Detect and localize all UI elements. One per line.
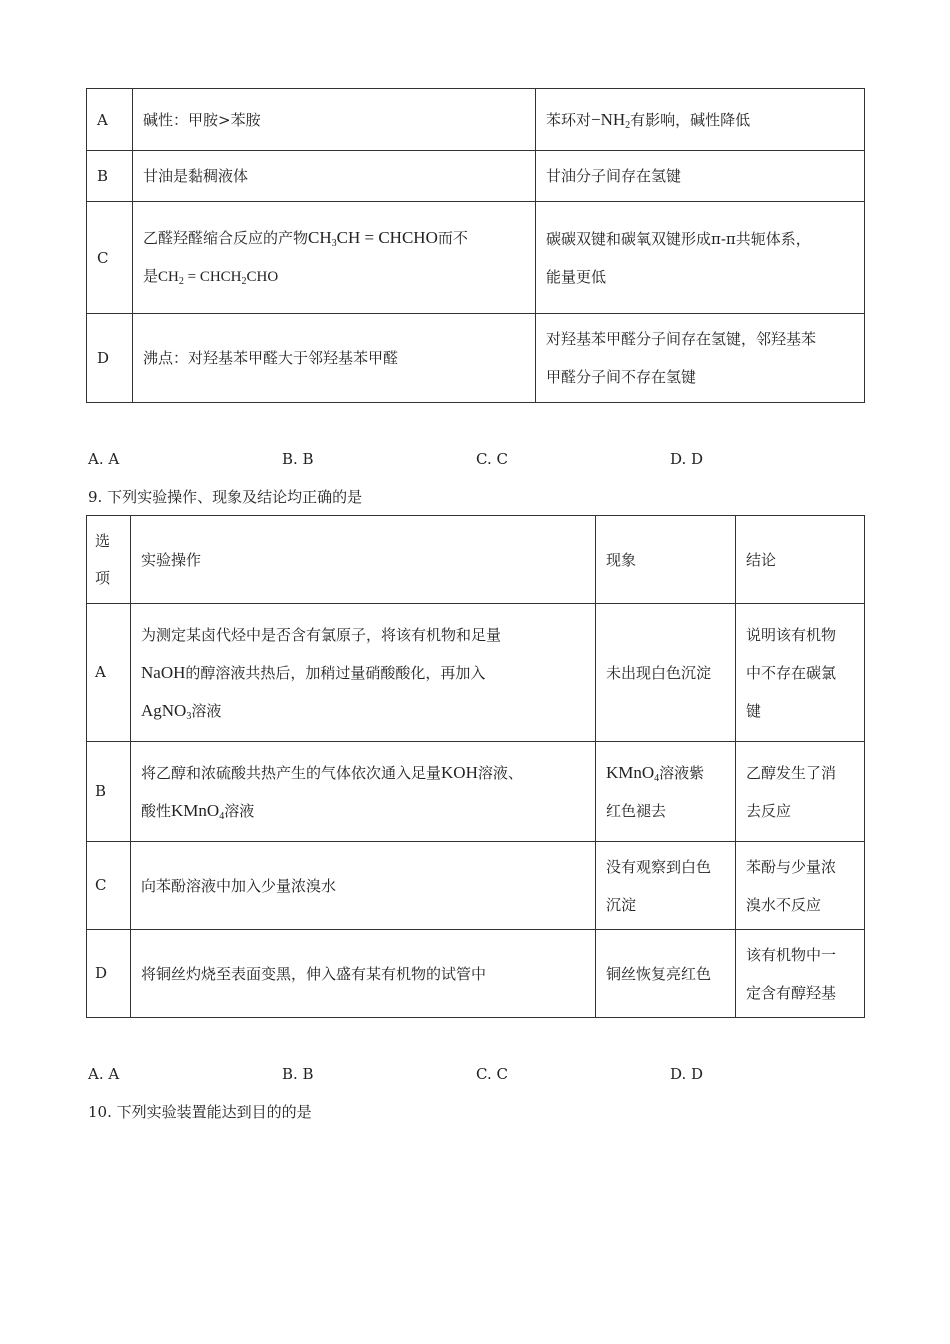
- subscript: 2: [625, 119, 631, 131]
- formula-part: AgNO: [141, 700, 187, 720]
- formula-part: CH = CHCHO: [336, 228, 438, 247]
- reason-line: 对羟基苯甲醛分子间存在氢键，邻羟基苯: [546, 330, 817, 348]
- operation-line: [141, 754, 585, 792]
- formula: [591, 110, 630, 129]
- fact-cell: [133, 202, 536, 314]
- formula: [308, 228, 438, 247]
- text: 苯环对: [546, 110, 592, 129]
- reason-table: [86, 88, 865, 403]
- conclusion-line: 苯酚与少量浓: [746, 857, 837, 876]
- fact-cell: 沸点：对羟基苯甲醛大于邻羟基苯甲醛: [133, 314, 536, 403]
- formula-part: = CHCH: [183, 269, 242, 285]
- formula: [141, 701, 191, 720]
- conclusion-cell: [736, 930, 865, 1018]
- header-text: 项: [95, 568, 111, 587]
- table-row: [87, 930, 865, 1018]
- phenomenon-cell: [596, 742, 736, 842]
- formula-part: CHO: [246, 269, 279, 285]
- experiment-table: [86, 515, 865, 1018]
- phenomenon-line: 红色褪去: [606, 801, 667, 820]
- text: 酸性: [141, 801, 172, 820]
- reason-cell: 甘油分子间存在氢键: [536, 151, 865, 202]
- text: 乙醛羟醛缩合反应的产物: [143, 229, 309, 247]
- subscript: 4: [654, 772, 660, 784]
- formula-part: KMnO: [171, 800, 220, 820]
- operation-line: 为测定某卤代烃中是否含有氯原子，将该有机物和足量: [141, 625, 502, 644]
- phenomenon-cell: [596, 842, 736, 930]
- reason-cell: [536, 89, 865, 151]
- option-a[interactable]: A. A: [88, 450, 120, 468]
- text: 溶液、: [477, 763, 523, 782]
- table-row: [87, 89, 865, 151]
- row-label: A: [87, 604, 131, 742]
- phenomenon-line: [606, 754, 725, 792]
- option-c[interactable]: C. C: [476, 1065, 508, 1083]
- row-label: D: [87, 314, 133, 403]
- text: 溶液紫: [659, 763, 705, 782]
- header-operation: 实验操作: [131, 516, 596, 604]
- answer-options: [88, 1065, 868, 1087]
- text: 而不: [437, 229, 468, 247]
- row-label: A: [87, 89, 133, 151]
- conclusion-line: 该有机物中一: [746, 945, 837, 964]
- reason-line: 甲醛分子间不存在氢键: [546, 368, 697, 386]
- phenomenon-cell: 未出现白色沉淀: [596, 604, 736, 742]
- subscript: 4: [219, 810, 225, 822]
- subscript: 2: [241, 276, 247, 287]
- row-label: C: [87, 842, 131, 930]
- formula: KOH: [441, 762, 478, 782]
- header-text: 选: [95, 531, 111, 550]
- conclusion-cell: [736, 604, 865, 742]
- option-d[interactable]: D. D: [670, 1065, 704, 1083]
- subscript: 3: [331, 238, 337, 249]
- row-label: C: [87, 202, 133, 314]
- conclusion-line: 中不存在碳氯: [746, 663, 837, 682]
- table-row: [87, 604, 865, 742]
- operation-line: [141, 692, 585, 730]
- formula: NaOH: [141, 662, 186, 682]
- table-row: [87, 314, 865, 403]
- formula: [606, 763, 659, 782]
- option-b[interactable]: B. B: [282, 1065, 314, 1083]
- subscript: 3: [186, 710, 192, 722]
- conclusion-cell: [736, 742, 865, 842]
- row-label: D: [87, 930, 131, 1018]
- operation-cell: 向苯酚溶液中加入少量浓溴水: [131, 842, 596, 930]
- conclusion-line: 键: [746, 701, 762, 720]
- fact-cell: 碱性：甲胺>苯胺: [133, 89, 536, 151]
- fact-line: [143, 219, 525, 257]
- table-row: [87, 842, 865, 930]
- answer-options: [88, 450, 868, 472]
- fact-cell: 甘油是黏稠液体: [133, 151, 536, 202]
- formula-part: −NH: [591, 109, 626, 129]
- header-option: [87, 516, 131, 604]
- fact-line: [143, 257, 525, 296]
- operation-cell: 将铜丝灼烧至表面变黑，伸入盛有某有机物的试管中: [131, 930, 596, 1018]
- formula-part: KMnO: [606, 762, 655, 782]
- text: 将乙醇和浓硫酸共热产生的气体依次通入足量: [141, 763, 442, 782]
- text: 溶液: [224, 801, 255, 820]
- formula-part: CH: [308, 228, 332, 247]
- reason-line: 能量更低: [546, 267, 607, 286]
- conclusion-line: 说明该有机物: [746, 625, 837, 644]
- formula-part: CH: [158, 269, 179, 285]
- conclusion-line: 乙醇发生了消: [746, 763, 837, 782]
- header-phenomenon: 现象: [596, 516, 736, 604]
- phenomenon-line: 沉淀: [606, 895, 637, 914]
- option-d[interactable]: D. D: [670, 450, 704, 468]
- operation-cell: [131, 604, 596, 742]
- option-b[interactable]: B. B: [282, 450, 314, 468]
- operation-cell: [131, 742, 596, 842]
- question-10-stem: 10. 下列实验装置能达到目的的是: [88, 1103, 312, 1121]
- operation-line: [141, 654, 585, 692]
- phenomenon-line: 没有观察到白色: [606, 857, 712, 876]
- row-label: B: [87, 151, 133, 202]
- reason-cell: [536, 314, 865, 403]
- table-header-row: [87, 516, 865, 604]
- table-row: [87, 742, 865, 842]
- text: 是: [143, 267, 159, 285]
- subscript: 2: [178, 276, 184, 287]
- text: 溶液: [191, 701, 222, 720]
- header-conclusion: 结论: [736, 516, 865, 604]
- operation-line: [141, 792, 585, 830]
- row-label: B: [87, 742, 131, 842]
- reason-cell: [536, 202, 865, 314]
- text: 有影响，碱性降低: [630, 110, 751, 129]
- text: 的醇溶液共热后，加稍过量硝酸酸化，再加入: [185, 663, 486, 682]
- reason-line: 碳碳双键和碳氧双键形成π-π共轭体系，: [546, 229, 811, 248]
- option-c[interactable]: C. C: [476, 450, 508, 468]
- conclusion-cell: [736, 842, 865, 930]
- table-row: [87, 202, 865, 314]
- formula: [158, 269, 278, 285]
- conclusion-line: 溴水不反应: [746, 895, 822, 914]
- option-a[interactable]: A. A: [88, 1065, 120, 1083]
- table-row: [87, 151, 865, 202]
- conclusion-line: 去反应: [746, 801, 792, 820]
- conclusion-line: 定含有醇羟基: [746, 983, 837, 1002]
- question-9-stem: 9. 下列实验操作、现象及结论均正确的是: [88, 488, 363, 506]
- formula: [171, 801, 224, 820]
- phenomenon-cell: 铜丝恢复亮红色: [596, 930, 736, 1018]
